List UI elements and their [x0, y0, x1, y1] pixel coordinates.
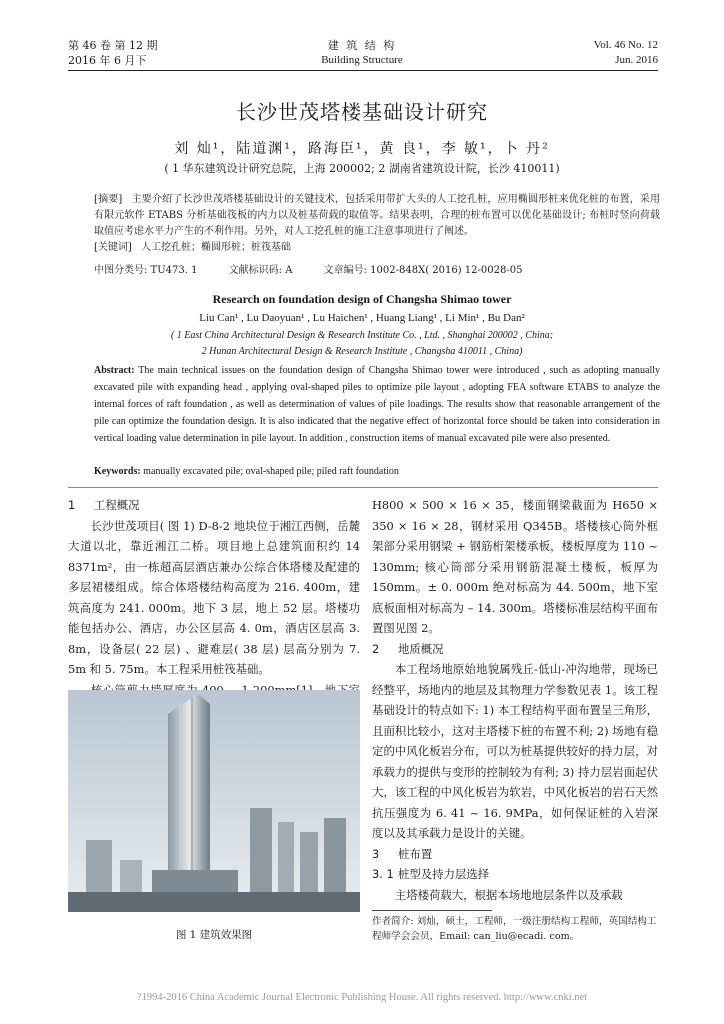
abstract-cn-text: 主要介绍了长沙世茂塔楼基础设计的关键技术，包括采用带扩大头的人工挖孔桩，应用椭圆形桩来优化桩的布置，采用有限元软件 ETABS 分析基础筏板的内力以及桩基荷载的取值等。结果表明，合理的桩布置可以优化基础设计; 布桩时竖向荷载取值应考虑水平力产生的不利作用。另外，对人工挖孔桩的施工注意事项进行了阐述。	[94, 194, 660, 237]
keywords-cn-label: [关键词]	[94, 242, 132, 253]
article-number: 文章编号: 1002-848X( 2016) 12-0028-05	[323, 265, 523, 276]
author-affiliation: ( 1 华东建筑设计研究总院，上海 200002; 2 湖南省建筑设计院，长沙 410011)	[164, 162, 560, 175]
subsection-number: 3. 1	[372, 867, 394, 881]
doc-code: 文献标识码: A	[228, 265, 293, 276]
paragraph: 本工程场地原始地貌属残丘-低山-冲沟地带，现场已经整平，场地内的地层及其物理力学参数见表 1。该工程基础设计的特点如下: 1) 本工程结构平面布置呈三角形，且面积比较小，这对主塔楼下桩的布置不利; 2) 场地有稳定的中风化板岩分布，可以为桩基提供较好的持力层，对承载力的提供与变形的控制较为有利; 3) 持力层岩面起伏大，该工程的中风化板岩为软岩，中风化板岩的岩石天然抗压强度为 6. 41 ~ 16. 9MPa，如何保证桩的入岩深度以及其承载力是设计的关键。	[372, 662, 658, 840]
header-volume-en-line1: Vol. 46 No. 12	[593, 39, 658, 51]
abstract-cn-label: [摘要]	[94, 194, 123, 205]
english-abstract-text: The main technical issues on the foundation design of Changsha Shimao tower were introduced , such as adopting manually excavated pile with expanding head , applying oval-shaped piles to optimize pile layout , adopting FEA software ETABS to analyze the internal forces of raft foundation , as well as determination of values of pile loadings. The results show that reasonable arrangement of the pile can optimize the foundation design. It is also indicated that the negative effect of horizontal force should be taken into consideration in vertical loading value determination in pile layout. In addition , construction items of manual excavated pile were also presented.	[94, 365, 661, 444]
header-journal	[262, 38, 462, 68]
paragraph: 主塔楼荷载大，根据本场地地层条件以及承载	[394, 887, 623, 902]
header-issue	[68, 38, 157, 68]
section-title: 地质概况	[398, 641, 444, 656]
english-abstract-label: Abstract:	[94, 365, 135, 376]
header-journal-en: Building Structure	[321, 54, 403, 66]
section-number: 2	[372, 641, 380, 656]
figure-caption: 图 1 建筑效果图	[175, 929, 253, 941]
building-rendering-image	[68, 690, 360, 912]
paragraph: 长沙世茂项目( 图 1) D-8-2 地块位于湘江西侧，岳麓大道以北，靠近湘江二桥。项目地上总建筑面积约 14 8371m²，由一栋超高层酒店兼办公综合体塔楼及配建的多层裙楼组成。综合体塔楼结构高度为 216. 400m，建筑高度为 241. 000m。地下 3 层，地上 52 层。塔楼功能包括办公、酒店，办公区层高 4. 0m，酒店区层高 3. 8m，设备层( 22 层) 、避难层( 38 层) 层高分别为 7. 5m 和 5. 75m。本工程采用桩筏基础。	[68, 518, 360, 676]
footnote-divider	[372, 910, 492, 911]
english-affiliation-2: 2 Hunan Architectural Design & Research Institute , Changsha 410011 , China)	[201, 346, 523, 357]
paragraph: H800 × 500 × 16 × 35，楼面钢梁截面为 H650 × 350 × 16 × 28，钢材采用 Q345B。塔楼核心筒外框架部分采用钢梁 + 钢筋桁架楼承板，楼板厚度为 110 ~ 130mm; 核心筒部分采用钢筋混凝土楼板，板厚为 150mm。± 0. 000m 绝对标高为 44. 500m，地下室底板面相对标高为 – 14. 300m。塔楼标准层结构平面布置图见图 2。	[372, 498, 658, 635]
subsection-heading-3-1	[372, 864, 658, 885]
paper-title: 长沙世茂塔楼基础设计研究	[236, 100, 488, 124]
author-list: 刘 灿¹，陆道渊¹，路海臣¹，黄 良¹，李 敏¹，卜 丹²	[174, 141, 550, 157]
english-authors: Liu Can¹ , Lu Daoyuan¹ , Lu Haichen¹ , Huang Liang¹ , Li Min¹ , Bu Dan²	[199, 312, 525, 324]
section-heading-1	[68, 495, 360, 516]
header-date: 2016 年 6 月下	[68, 54, 147, 67]
section-title: 桩布置	[398, 846, 433, 861]
english-title: Research on foundation design of Changsha Shimao tower	[212, 292, 512, 306]
english-affiliation-1: ( 1 East China Architectural Design & Research Institute Co. , Ltd. , Shanghai 200002 , China;	[170, 330, 554, 341]
body-column-right	[372, 495, 658, 905]
english-keywords-label: Keywords:	[94, 466, 141, 477]
header-volume-en-line2: Jun. 2016	[615, 54, 658, 66]
clc-number: 中图分类号: TU473. 1	[94, 265, 198, 276]
header-volume: 第 46 卷 第 12 期	[68, 39, 158, 52]
english-keywords	[94, 466, 660, 477]
header-volume-en	[594, 38, 658, 68]
header-divider	[68, 70, 658, 71]
author-footnote: 作者简介: 刘灿，硕士，工程师，一级注册结构工程师，英国结构工程师学会会员，Email: can_liu@ecadi. com。	[372, 916, 657, 942]
section-number: 1	[68, 498, 76, 512]
section-divider	[68, 487, 658, 488]
header-journal-cn: 建 筑 结 构	[327, 39, 397, 52]
section-heading-3	[372, 844, 658, 865]
keywords-cn: 人工挖孔桩；椭圆形桩；桩筏基础	[141, 242, 291, 253]
abstract-cn	[94, 192, 660, 256]
section-heading-2	[372, 639, 658, 660]
english-keywords-text: manually excavated pile; oval-shaped pile; piled raft foundation	[143, 466, 399, 477]
building-rendering-figure	[68, 690, 360, 912]
copyright-notice: ?1994-2016 China Academic Journal Electronic Publishing House. All rights reserved. http://www.cnki.net	[136, 992, 588, 1003]
section-number: 3	[372, 846, 380, 861]
english-abstract	[94, 362, 660, 447]
classification-line	[94, 264, 522, 278]
subsection-title: 桩型及持力层选择	[398, 867, 490, 881]
section-title: 工程概况	[94, 498, 140, 512]
